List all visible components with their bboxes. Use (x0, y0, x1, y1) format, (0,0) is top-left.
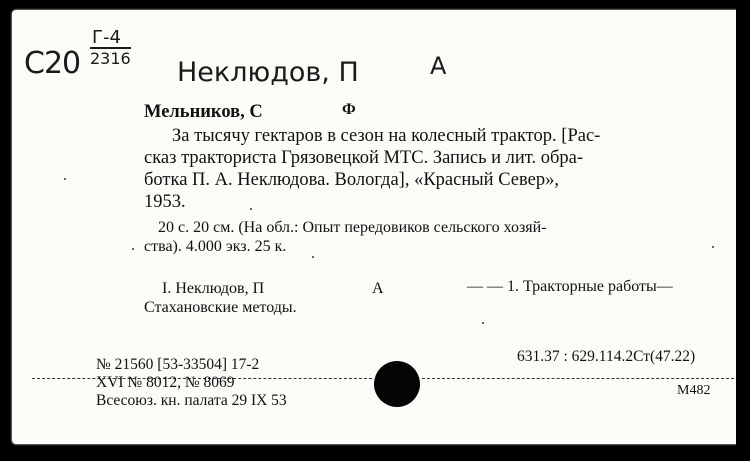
speck (250, 208, 252, 210)
collation-line: ства). 4.000 экз. 25 к. (144, 238, 287, 255)
title-line: сказ тракториста Грязовецкой МТС. Запись и лит. обра- (144, 148, 584, 168)
shelfmark-fraction (90, 27, 131, 68)
punch-hole (374, 361, 420, 407)
catalog-card (12, 10, 750, 444)
divider-rule (422, 378, 744, 379)
collation-line: 20 с. 20 см. (На обл.: Опыт передовиков сельского хозяй- (158, 219, 547, 236)
speck (132, 248, 134, 250)
tracing-added-entry: I. Неклюдов, П (162, 280, 265, 297)
title-line: За тысячу гектаров в сезон на колесный трактор. [Рас- (172, 126, 601, 146)
speck (712, 246, 714, 248)
shelfmark-numerator: Г-4 (90, 30, 131, 49)
shelfmark-main: С20 (24, 46, 81, 81)
speck (312, 256, 314, 258)
handwritten-name: Неклюдов, П (177, 57, 359, 88)
speck (482, 322, 484, 324)
shelfmark-denominator: 2316 (90, 49, 131, 68)
author-heading: Мельников, С (144, 102, 263, 122)
book-chamber-stamp: Всесоюз. кн. палата 29 IX 53 (96, 392, 287, 409)
tracing-subject: — — 1. Тракторные работы— (467, 278, 673, 295)
tracing-added-entry-letter: А (372, 280, 384, 297)
record-number: № 21560 [53-33504] 17-2 (96, 356, 260, 373)
tracing-subject-continued: Стахановские методы. (144, 299, 297, 316)
title-line: 1953. (144, 192, 186, 212)
card-code: М482 (677, 383, 711, 398)
classification-number: 631.37 : 629.114.2Ст(47.22) (517, 348, 696, 365)
author-initial: Ф (342, 101, 356, 118)
title-description (144, 125, 729, 213)
title-line: ботка П. А. Неклюдова. Вологда], «Красный Север», (144, 170, 559, 190)
speck (64, 178, 66, 180)
card-edge-shadow (736, 0, 750, 461)
series-numbers: XVI № 8012, № 8069 (96, 374, 235, 391)
handwritten-letter: А (430, 52, 447, 80)
